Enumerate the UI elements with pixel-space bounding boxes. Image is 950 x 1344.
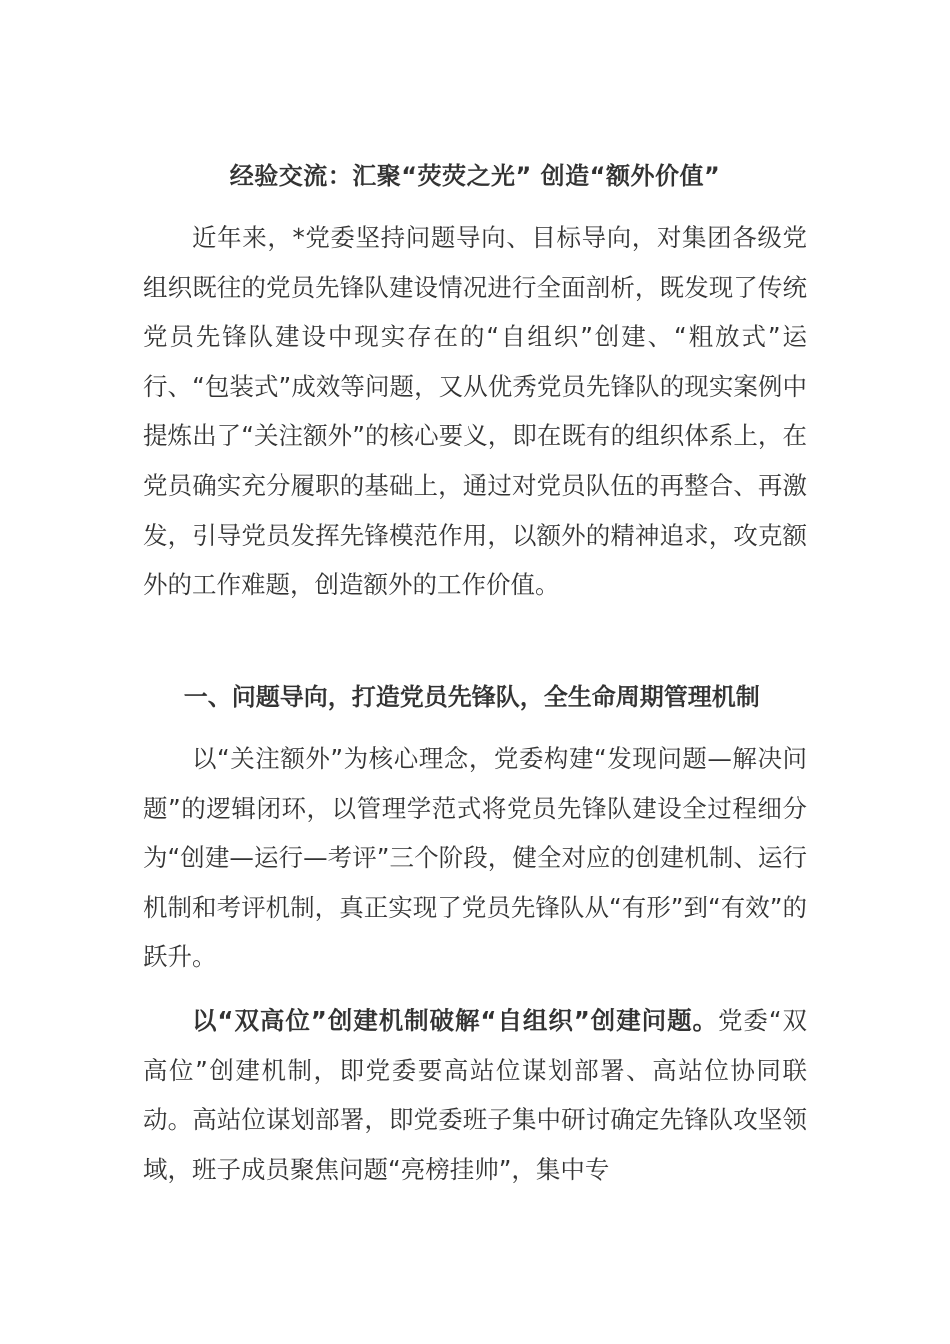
page-title: 经验交流：汇聚“荧荧之光” 创造“额外价值” [229,162,721,190]
subsection-paragraph [143,996,807,1194]
section-heading: 一、问题导向，打造党员先锋队，全生命周期管理机制 [183,683,760,711]
section-paragraph: 以“关注额外”为核心理念，党委构建“发现问题—解决问题”的逻辑闭环，以管理学范式将党员先锋队建设全过程细分为“创建—运行—考评”三个阶段，健全对应的创建机制、运行机制和考评机制，真正实现了党员先锋队从“有形”到“有效”的跃升。 [143,744,807,972]
intro-paragraph: 近年来，*党委坚持问题导向、目标导向，对集团各级党组织既往的党员先锋队建设情况进行全面剖析，既发现了传统党员先锋队建设中现实存在的“自组织”创建、“粗放式”运行、“包装式”成效等问题，又从优秀党员先锋队的现实案例中提炼出了“关注额外”的核心要义，即在既有的组织体系上，在党员确实充分履职的基础上，通过对党员队伍的再整合、再激发，引导党员发挥先锋模范作用，以额外的精神追求，攻克额外的工作难题，创造额外的工作价值。 [143,223,807,600]
subsection-body: 党委“双高位”创建机制，即党委要高站位谋划部署、高站位协同联动。高站位谋划部署，即党委班子集中研讨确定先锋队攻坚领域，班子成员聚焦问题“亮榜挂帅”，集中专 [143,1006,807,1184]
subsection-lead: 以“双高位”创建机制破解“自组织”创建问题。 [192,1006,718,1035]
